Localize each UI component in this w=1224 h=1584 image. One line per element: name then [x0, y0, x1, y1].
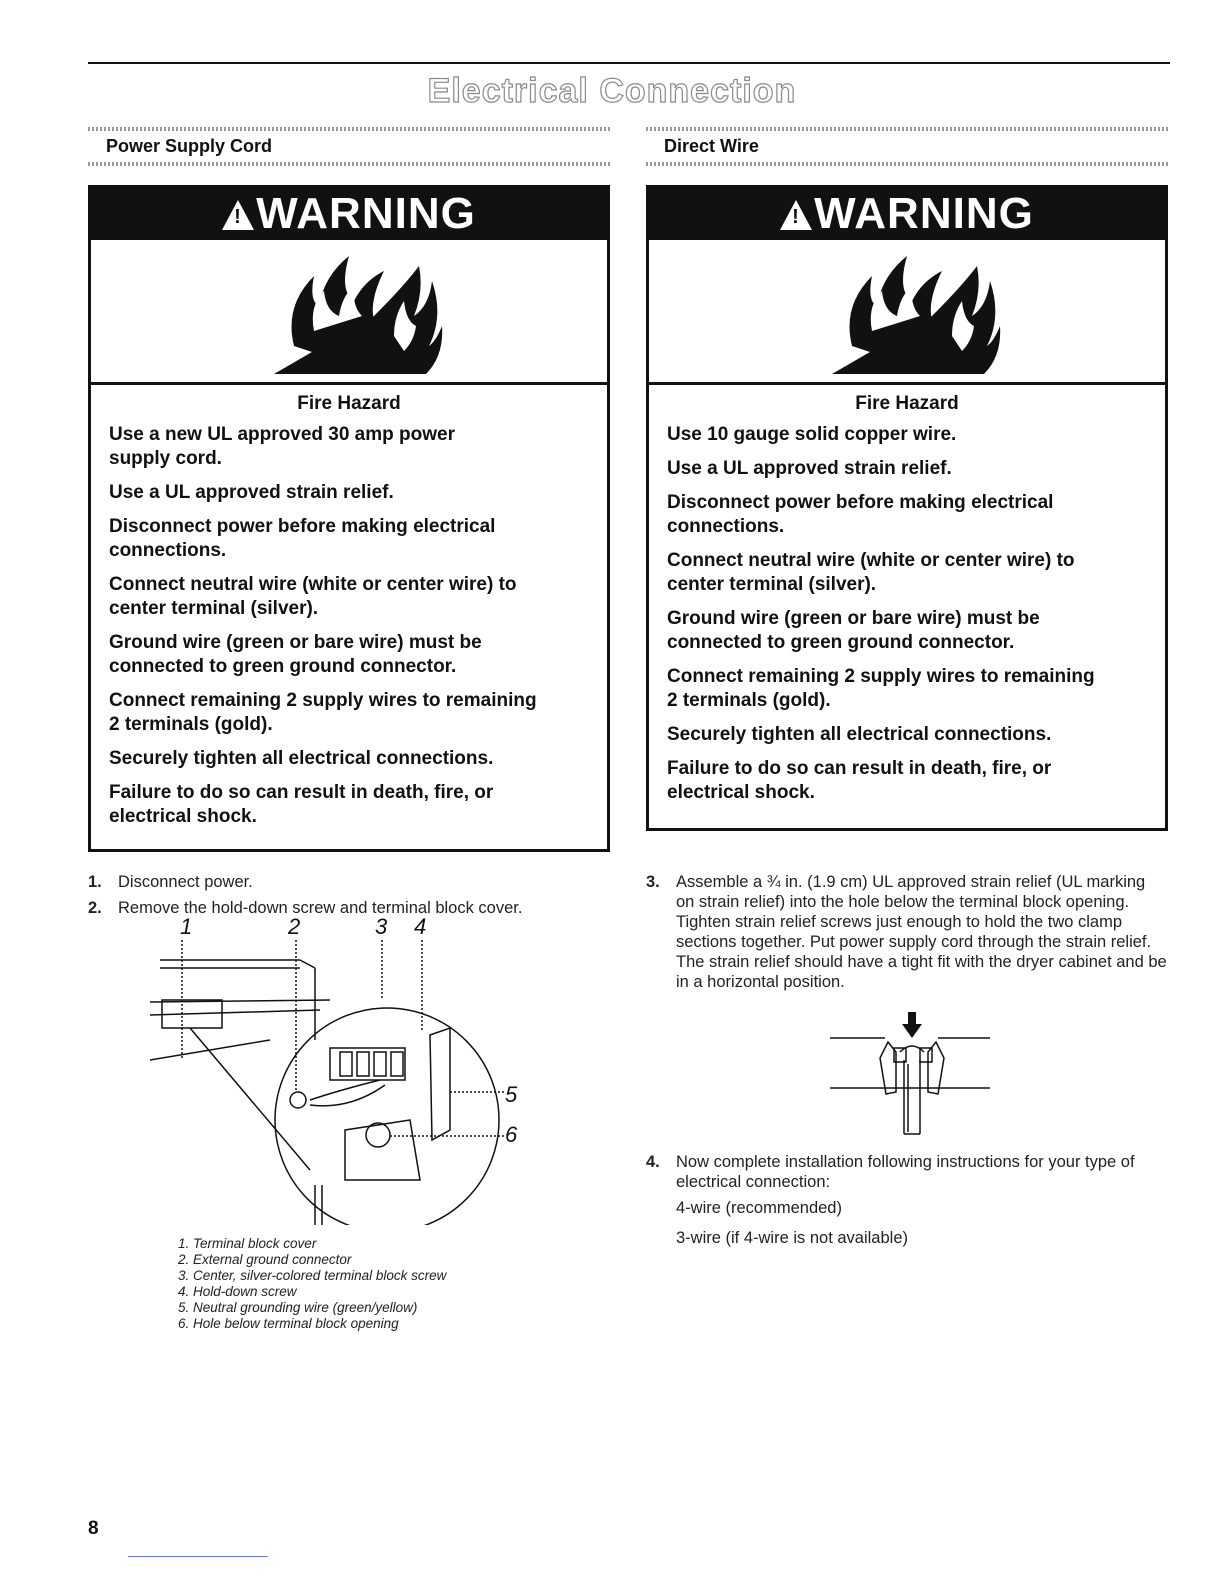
hatch-divider — [88, 127, 612, 131]
legend-item: 1. Terminal block cover — [178, 1236, 317, 1251]
warning-item: Connect remaining 2 supply wires to remaining 2 terminals (gold). — [667, 666, 1095, 711]
hatch-divider — [646, 162, 1170, 166]
terminal-block-diagram — [150, 940, 510, 1225]
down-arrow-icon — [902, 1024, 922, 1038]
callout-5: 5 — [505, 1082, 518, 1107]
warning-banner: !WARNING — [649, 188, 1165, 240]
warning-item: Connect neutral wire (white or center wire) to center terminal (silver). — [109, 574, 517, 619]
warning-item: Disconnect power before making electrical connections. — [109, 516, 496, 561]
warning-item: Use a new UL approved 30 amp power supply cord. — [109, 424, 455, 469]
step-3: 3. Assemble a ¾ in. (1.9 cm) UL approved strain relief (UL marking on strain relief) into the hole below the terminal block opening. Tighten strain relief screws just enough to hold the two clamp sections together. Put power supply cord through the strain relief. The strain relief should have a tight fit with the dryer cabinet and be in a horizontal position. — [646, 873, 1167, 991]
warning-item: Use a UL approved strain relief. — [667, 458, 952, 479]
option-3-wire[interactable]: 3-wire (if 4-wire is not available) — [676, 1229, 908, 1247]
section-heading-power-supply-cord: Power Supply Cord — [106, 136, 273, 156]
fire-hazard-graphic — [649, 240, 1165, 385]
step-1: 1. Disconnect power. — [88, 873, 253, 891]
warning-item: Connect remaining 2 supply wires to remaining 2 terminals (gold). — [109, 690, 537, 735]
figure-legend — [178, 1236, 446, 1332]
hatch-divider — [88, 162, 612, 166]
legend-item: 2. External ground connector — [178, 1252, 352, 1267]
warning-item: Disconnect power before making electrical connections. — [667, 492, 1054, 537]
page-number: 8 — [88, 1518, 99, 1539]
warning-item: Ground wire (green or bare wire) must be connected to green ground connector. — [109, 632, 482, 677]
hazard-title: Fire Hazard — [297, 393, 401, 414]
step-2: 2. Remove the hold-down screw and terminal block cover. — [88, 899, 523, 917]
legend-item: 5. Neutral grounding wire (green/yellow) — [178, 1300, 418, 1315]
fire-hazard-graphic — [91, 240, 607, 385]
hazard-title: Fire Hazard — [855, 393, 959, 414]
warning-triangle-icon — [222, 200, 254, 230]
warning-item: Securely tighten all electrical connections. — [667, 724, 1052, 745]
callout-6: 6 — [505, 1122, 518, 1147]
legend-item: 4. Hold-down screw — [178, 1284, 297, 1299]
warning-list — [109, 423, 607, 829]
option-4-wire[interactable]: 4-wire (recommended) — [676, 1199, 842, 1217]
callout-1: 1 — [180, 914, 193, 939]
section-heading-direct-wire: Direct Wire — [664, 136, 759, 156]
top-rule — [88, 62, 1170, 64]
callout-2: 2 — [288, 914, 301, 939]
warning-box-direct-wire — [646, 185, 1168, 831]
fire-icon — [812, 246, 1002, 376]
warning-banner: !WARNING — [91, 188, 607, 240]
warning-item: Use a UL approved strain relief. — [109, 482, 394, 503]
warning-item: Use 10 gauge solid copper wire. — [667, 424, 957, 445]
warning-item: Connect neutral wire (white or center wire) to center terminal (silver). — [667, 550, 1075, 595]
warning-item: Ground wire (green or bare wire) must be connected to green ground connector. — [667, 608, 1040, 653]
step-4: 4. Now complete installation following instructions for your type of electrical connection: — [646, 1153, 1135, 1191]
hatch-divider — [646, 127, 1170, 131]
legend-item: 6. Hole below terminal block opening — [178, 1316, 399, 1331]
warning-triangle-icon — [780, 200, 812, 230]
legend-item: 3. Center, silver-colored terminal block screw — [178, 1268, 447, 1283]
strain-relief-diagram — [820, 1012, 995, 1140]
arrow-shaft — [908, 1012, 916, 1026]
fire-icon — [254, 246, 444, 376]
warning-item: Securely tighten all electrical connections. — [109, 748, 494, 769]
warning-box-power-cord — [88, 185, 610, 852]
warning-list — [667, 423, 1165, 805]
callout-3: 3 — [375, 914, 388, 939]
warning-item: Failure to do so can result in death, fire, or electrical shock. — [667, 758, 1052, 803]
footer-rule — [128, 1556, 268, 1557]
warning-item: Failure to do so can result in death, fire, or electrical shock. — [109, 782, 494, 827]
page-title: Electrical Connection — [427, 72, 797, 110]
callout-4: 4 — [414, 914, 427, 939]
